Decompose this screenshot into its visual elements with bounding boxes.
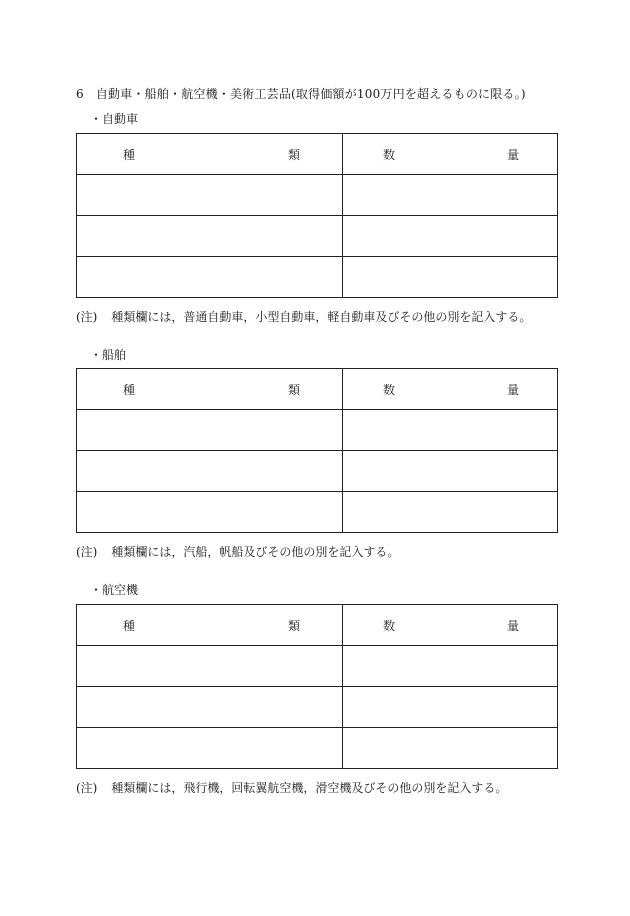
type-header-char-2: 類 — [287, 382, 300, 397]
table-row — [77, 646, 558, 687]
note-tag: (注) — [76, 545, 98, 559]
quantity-header-cell — [343, 134, 558, 175]
type-input-cell[interactable] — [77, 175, 343, 216]
type-header-char-2: 類 — [287, 618, 300, 633]
type-header-char-2: 類 — [287, 147, 300, 162]
table-row — [77, 216, 558, 257]
quantity-header-char-2: 量 — [506, 147, 519, 162]
type-header-char-1: 種 — [123, 618, 136, 633]
table-row — [77, 492, 558, 533]
type-input-cell[interactable] — [77, 216, 343, 257]
quantity-input-cell[interactable] — [343, 410, 558, 451]
quantity-header-cell — [343, 605, 558, 646]
aircraft-table — [76, 604, 558, 769]
type-input-cell[interactable] — [77, 728, 343, 769]
quantity-input-cell[interactable] — [343, 216, 558, 257]
quantity-input-cell[interactable] — [343, 646, 558, 687]
table-header-row — [77, 134, 558, 175]
section-number: 6 — [76, 87, 84, 101]
type-input-cell[interactable] — [77, 687, 343, 728]
quantity-input-cell[interactable] — [343, 492, 558, 533]
type-header-cell — [77, 605, 343, 646]
type-header-cell — [77, 134, 343, 175]
table-row — [77, 728, 558, 769]
ship-table — [76, 368, 558, 533]
note-text: 種類欄には，普通自動車，小型自動車，軽自動車及びその他の別を記入する。 — [111, 310, 532, 324]
table-row — [77, 257, 558, 298]
quantity-input-cell[interactable] — [343, 175, 558, 216]
type-header-char-1: 種 — [123, 147, 136, 162]
type-input-cell[interactable] — [77, 646, 343, 687]
table-header-row — [77, 369, 558, 410]
subsection-title-ship: ・船舶 — [90, 348, 127, 362]
quantity-header-cell — [343, 369, 558, 410]
table-row — [77, 687, 558, 728]
table-header-row — [77, 605, 558, 646]
section-title: 自動車・船舶・航空機・美術工芸品(取得価額が100万円を超えるものに限る。) — [95, 87, 526, 101]
table-row — [77, 410, 558, 451]
table-row — [77, 175, 558, 216]
type-input-cell[interactable] — [77, 410, 343, 451]
table-row — [77, 451, 558, 492]
note-text: 種類欄には，飛行機，回転翼航空機，滑空機及びその他の別を記入する。 — [111, 781, 508, 795]
automobile-table — [76, 133, 558, 298]
automobile-note — [76, 308, 531, 325]
type-header-char-1: 種 — [123, 382, 136, 397]
note-text: 種類欄には，汽船，帆船及びその他の別を記入する。 — [111, 545, 400, 559]
quantity-header-char-1: 数 — [383, 147, 396, 162]
quantity-input-cell[interactable] — [343, 451, 558, 492]
type-header-cell — [77, 369, 343, 410]
note-tag: (注) — [76, 310, 98, 324]
quantity-header-char-2: 量 — [506, 382, 519, 397]
subsection-title-automobile: ・自動車 — [90, 112, 139, 126]
type-input-cell[interactable] — [77, 492, 343, 533]
quantity-input-cell[interactable] — [343, 687, 558, 728]
quantity-input-cell[interactable] — [343, 257, 558, 298]
type-input-cell[interactable] — [77, 257, 343, 298]
type-input-cell[interactable] — [77, 451, 343, 492]
quantity-header-char-2: 量 — [506, 618, 519, 633]
ship-note — [76, 543, 399, 560]
note-tag: (注) — [76, 781, 98, 795]
quantity-input-cell[interactable] — [343, 728, 558, 769]
aircraft-note — [76, 779, 507, 796]
section-heading — [76, 85, 526, 102]
quantity-header-char-1: 数 — [383, 618, 396, 633]
subsection-title-aircraft: ・航空機 — [90, 583, 139, 597]
quantity-header-char-1: 数 — [383, 382, 396, 397]
